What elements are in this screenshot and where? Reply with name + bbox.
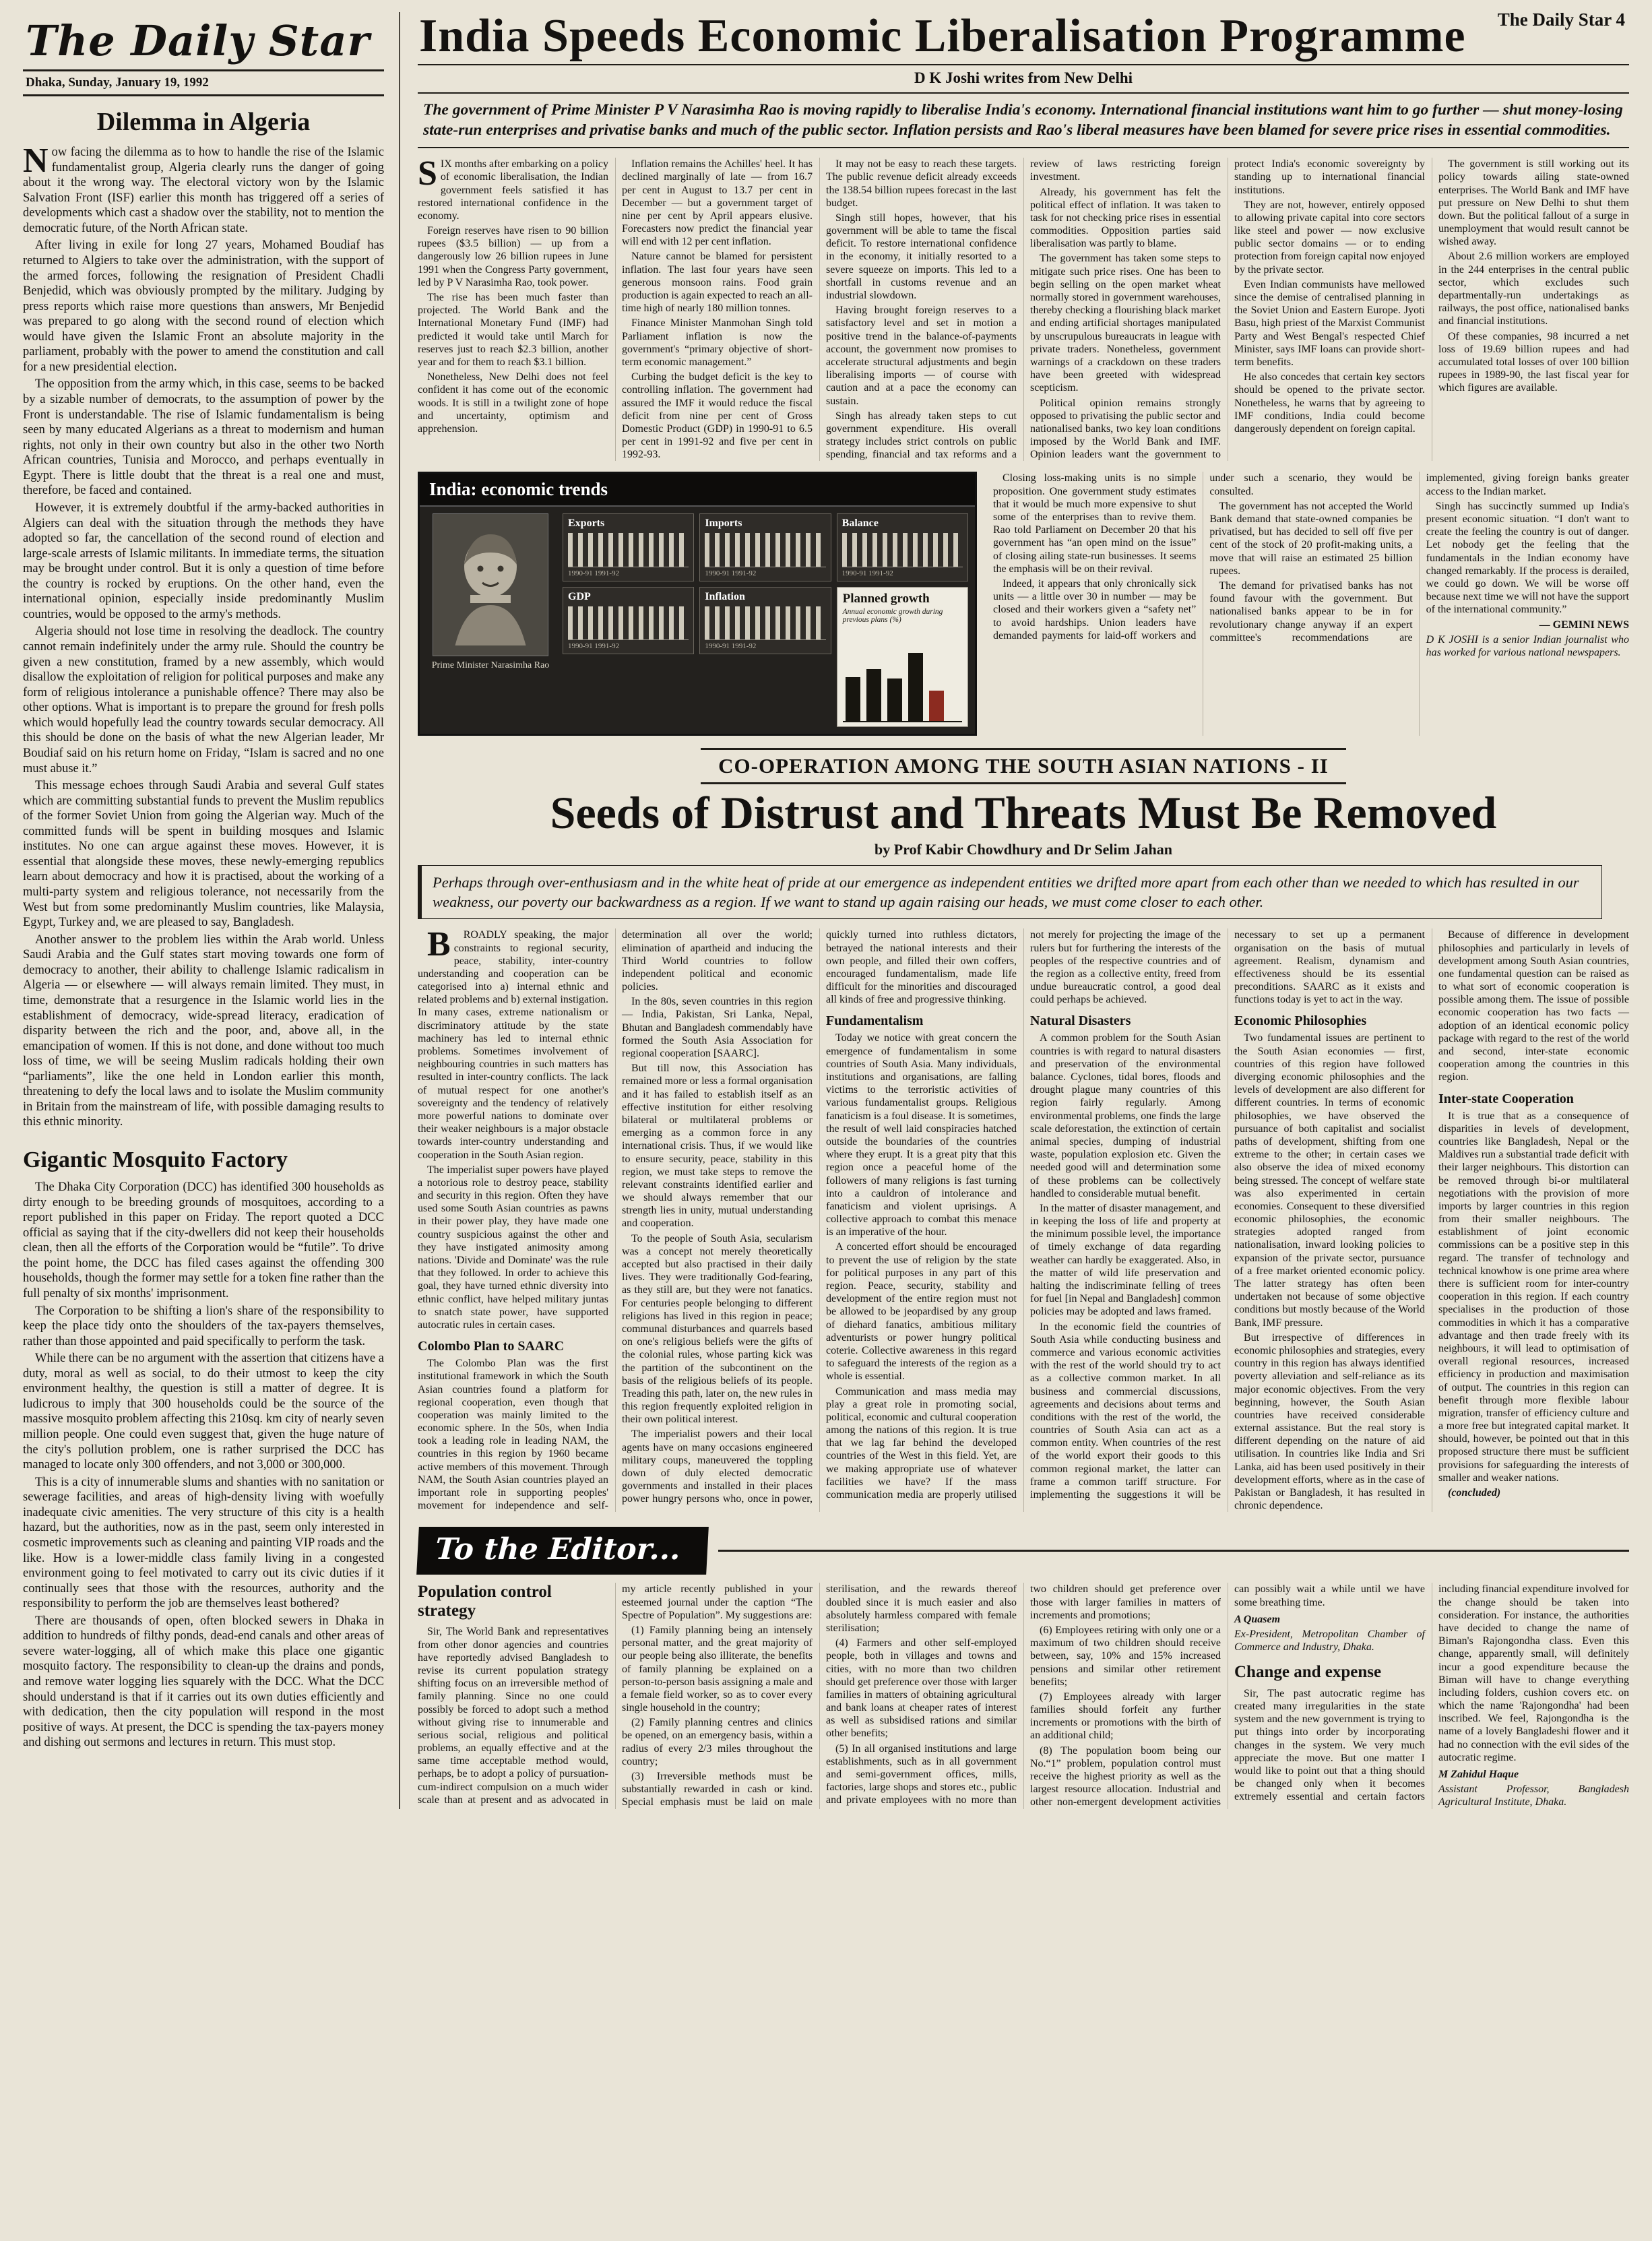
trend-panel-imports — [699, 513, 831, 581]
paragraph: Sir, The past autocratic regime has created many irregularities in the state system and the new government is trying to put things into order by incorporating changes in the system. We very much appreciate the move. But one matter I would like to point out that a thing should be changed only when it becomes extremely essential and certain factors including financial expenditure involved for the change should be taken into consideration. For instance, the authorities have decided to change the name of Biman's Rajongondha class. Even this change, apparently small, will definitely incur a good expenditure because the Biman will have to change everything including folders, cushion covers etc. on which the name 'Rajongondha' had been inscribed. We feel, Rajongondha is the name of a lovely Bangladeshi flower and it had no connection with the evil sides of the autocratic regime. — [1234, 1583, 1629, 1803]
subhead: Inter-state Cooperation — [1438, 1091, 1574, 1106]
paragraph: Singh still hopes, however, that his government will be able to tame the fiscal deficit. To restore international confidence in the economy, it initially resorted to a severe squeeze on imports. This led to a shortfall in customs revenue and an industrial slowdown. — [826, 212, 1017, 302]
letters-body — [418, 1583, 1629, 1808]
paragraph: Of these companies, 98 incurred a net loss of 19.69 billion rupees and had accumulated total losses of over 100 billion rupees in 1989-90, the last fiscal year for which figures are available. — [1438, 330, 1629, 394]
paragraph: (8) The population boom being our No.“1” problem, population control must receive the highest priority as well as the largest resource allocation. Industrial and other non-emergent development activities can possibly wait a while until we have some breathing time. — [1030, 1583, 1425, 1808]
planned-growth-panel — [837, 587, 968, 728]
page-layout — [23, 12, 1629, 1809]
paragraph: To the people of South Asia, secularism was a concept not merely theoretically accepted but also practised in their daily lives. They were traditionally God-fearing, as they still are, but they were not fanatics. For centuries people belonging to different religions has lived in this region in peace; communal disturbances and quarrels based on one's religious beliefs were the gifts of the colonial rules, whose parting kick was the partition of the subcontinent on the basis of the religious beliefs of its people. Treading this path, later on, the new rules in this region frequently exploited religion in their own political interest. — [622, 1232, 813, 1426]
paragraph: A Quasem — [1234, 1613, 1281, 1625]
paragraph: Now facing the dilemma as to how to handle the rise of the Islamic fundamentalist group, Algeria clearly runs the danger of going about it the wrong way. The electoral victory won by the Islamic Salvation Front (ISF) earlier this month has triggered off a series of developments which cast a shadow over the stability, not to mention the democratic future, of the North African state. — [23, 141, 384, 235]
planned-growth-caption: Annual economic growth during previous plans (%) — [842, 607, 943, 625]
paragraph: The imperialist super powers have played a notorious role to destroy peace, stability and security in this region. Often they have used some South Asian countries as pawns in their power play, they have made one country suspicious against the other and they have instigated animosity among nations. 'Divide and Dominate' was the rule that they followed. In order to achieve this goal, they have turned ethnic diversity into ethnic conflict, have helped military juntas to snatch state power, have supported autocratic rules in certain cases. — [418, 1164, 608, 1331]
trend-axis-caption: 1990-91 1991-92 — [568, 569, 620, 577]
paragraph: In the 80s, seven countries in this region — India, Pakistan, Sri Lanka, Nepal, Bhutan and Bangladesh commendably have formed the South Asia Association for regional cooperation [SAARC]. — [622, 996, 813, 1059]
paragraph: Algeria should not lose time in resolving the deadlock. The country cannot remain indefinitely under the army rule. Should the country be given a new constitution, framed by a new assembly, which would disallow the exploitation of religion for political purposes and make any form of religious intolerance a punishable offence? There may also be other options. What is important is to prepare the ground for fresh polls which would hopefully lead the country towards secular democracy. All this should be done on the basis of what the new Algerian leader, Mr Boudiaf said on his return home on Friday, “Islam is sacred and no one must abuse it.” — [23, 625, 384, 776]
paragraph: (4) Farmers and other self-employed people, both in villages and towns and cities, with no more than two children should get preference over those with larger families in matters of obtaining agricultural and bank loans at cheaper rates of interest as well as subsidised rations and similar other benefits; — [826, 1637, 1017, 1740]
paragraph: Nature cannot be blamed for persistent inflation. The last four years have seen generous monsoon rains. Food grain production is again expected to reach an all-time high of nearly 180 million tonnes. — [622, 251, 813, 315]
planned-growth-title: Planned growth — [842, 591, 930, 606]
paragraph: Foreign reserves have risen to 90 billion rupees ($3.5 billion) — up from a dangerously low 26 billion rupees in June 1991 when the Congress Party government, led by P V Narasimha Rao, took power. — [418, 225, 608, 288]
paragraph: But irrespective of differences in economic philosophies and strategies, every country in this region has always identified poverty alleviation and self-reliance as its major economic objectives. From the very beginning, however, the South Asian countries have received considerable external assistance. But the real story is different depending on the nature of aid utilisation. In countries like India and Sri Lanka, aid has been used positively in their development efforts, where as in the case of Pakistan or Bangladesh, it has resulted in chronic dependence. — [1234, 1331, 1425, 1512]
trend-axis-caption: 1990-91 1991-92 — [705, 569, 757, 577]
paragraph: (concluded) — [1448, 1487, 1501, 1498]
trend-panels — [563, 513, 968, 727]
paragraph: Because of difference in development philosophies and particularly in levels of development among South Asian countries, one fundamental question can be raised as to what sort of economic cooperation is possible among them. The issue of possible economic cooperation has two facts — adoption of an identical economic policy package with regard to the rest of the world and second, inter-state economic cooperation among the countries in this region. — [1438, 929, 1629, 1083]
paragraph: The Colombo Plan was the first institutional framework in which the South Asian countries found a platform for regional cooperation, even though that cooperation was mainly limited to the economic sphere. In the 50s, when India took a leading role in leading NAM, the countries in this region by 1960 became active members of this movement. Through NAM, the South Asian countries played an important role in supporting peoples' movement for independence and self-determination all over the world; elimination of apartheid and inducing the Third World countries to follow independent political and economic policies. — [418, 929, 813, 1512]
seeds-byline: by Prof Kabir Chowdhury and Dr Selim Jahan — [875, 840, 1172, 858]
economic-trends-graphic — [418, 472, 977, 736]
paragraph: SIX months after embarking on a policy of economic liberalisation, the Indian government feels satisfied it has restored international confidence in the economy. — [418, 154, 608, 222]
trend-sparkline — [568, 533, 689, 567]
letter2-title: Change and expense — [1234, 1663, 1382, 1682]
paragraph: (1) Family planning being an intensely personal matter, and the great majority of our people being also illiterate, the benefits of family planning be explained on a person-to-person basis assigning a male and a female field worker, so as to cover every single household in the country; — [622, 1624, 813, 1714]
paragraph: (7) Employees already with larger families should forfeit any further increments or promotions with the birth of an additional child; — [1030, 1691, 1221, 1742]
paragraph: The government is still working out its policy towards ailing state-owned enterprises. The World Bank and IMF have put pressure on New Delhi to shut them down. But the political fallout of a surge in unemployment that would result cannot be wished away. — [1438, 158, 1629, 248]
paragraph: Singh has succinctly summed up India's present economic situation. “I don't want to create the feeling the country is out of danger. Let nobody get the feeling that the fundamentals in the Indian economy have changed remarkably. If the process is derailed, we could go down. We will be worse off because next time we will not have the support of the international community.” — [1426, 500, 1629, 616]
paragraph: The imperialist powers and their local agents have on many occasions engineered military coups, maneuvered the toppling down of duly elected democratic governments and installed in their places power hungry persons who, once in power, quickly turned into ruthless dictators, betrayed the national interests and their own people, and filled their own coffers, encouraged fundamentalism, made life difficult for the minorities and discouraged all kinds of free and progressive thinking. — [622, 929, 1017, 1505]
paragraph: Sir, The World Bank and representatives from other donor agencies and countries have reportedly advised Bangladesh to revise its current population strategy shifting focus on an irreversible method of family planning. Since no one could possibly be forced to adopt such a method without giving rise to innumerable and serious social, religious and political problems, an equally effective and at the same time acceptable method would, perhaps, be to adopt a policy of pursuation-cum-indirect compulsion on a much wider scale than at present and as advocated in my article recently published in your esteemed journal under the caption “The Spectre of Population”. My suggestions are: — [418, 1583, 813, 1806]
paragraph: It is true that as a consequence of disparities in levels of development, countries like Bangladesh, Nepal or the Maldives run a substantial trade deficit with their larger neighbours. This distortion can be removed through bi-or multilateral negotiations with the provision of more imports by larger countries in this region from their smaller neighbours. The establishment of joint economic commissions can be a positive step in this regard. The transfer of technology and technical knowhow is one prime area where there is sufficient room for inter-country cooperation in this region. If each country specialises in the production of those commodities in which it has a comparative advantage and then trade freely with its neighbours, it will lead to optimisation of overall regional resources, increased efficiency in production and maximisation of output. The countries in this region can benefit through more flexible labour migration, transfer of efficiency culture and a more free but integrated capital market. It should, however, be pointed out that in this proposed structure there must be sufficient provisions for safeguarding the interests of smaller and weaker nations. — [1438, 1110, 1629, 1484]
graphic-body — [420, 507, 975, 734]
headline-rule — [418, 64, 1629, 65]
portrait-wrap — [426, 513, 554, 727]
paragraph: Ex-President, Metropolitan Chamber of Commerce and Industry, Dhaka. — [1234, 1628, 1425, 1653]
india-standfirst: The government of Prime Minister P V Narasimha Rao is moving rapidly to liberalise India's economy. International financial institutions want him to go further — shut money-losing state-run enterprises and privatise banks and much of the public sector. Inflation persists and Rao's liberal measures have been blamed for severe price rises in essential commodities. — [418, 92, 1629, 148]
subhead: Economic Philosophies — [1234, 1013, 1367, 1029]
paragraph: Assistant Professor, Bangladesh Agricultural Institute, Dhaka. — [1438, 1784, 1629, 1808]
masthead-rule — [23, 69, 384, 71]
seeds-body — [418, 925, 1629, 1512]
subhead: Natural Disasters — [1030, 1013, 1131, 1029]
trend-sparkline — [842, 533, 963, 567]
paragraph: Singh has already taken steps to cut government expenditure. His overall strategy includes strict controls on public spending, financial and tax reforms and a review of laws restricting foreign investment. — [826, 158, 1221, 461]
paragraph: Another answer to the problem lies within the Arab world. Unless Saudi Arabia and the Gulf states start moving towards one form of democracy to another, their ability to challenge Islamic radicalism in Algeria — or elsewhere — will always remain limited. They must, in time, demonstrate that a resurgence in the Islamic world lies in the establishment of democracy, wide-spread literacy, eradication of disparity between the rich and the poor, and, above all, in the emancipation of women. If this is not done, and done without too much loss of time, we will be seeing Muslim radicals holding their own “parliaments”, like the one held in London earlier this month, threatening to defy the local laws and to isolate the Muslim community in Britain from the mainstream of life, with possible damaging results to this ethnic minority. — [23, 933, 384, 1129]
paragraph: But till now, this Association has remained more or less a formal organisation and it has failed to establish itself as an effective institution for either resolving bilateral or multilateral problems or emerging as a common force in any international crisis. Thus, if we would like to ensure security, peace, stability in this region, we must take steps to remove the relevant constraints identified earlier and we should always remember that our strength lies in unity, mutual understanding and cooperation. — [622, 1063, 813, 1230]
editorial-title-mosquito: Gigantic Mosquito Factory — [23, 1147, 288, 1172]
paragraph: This is a city of innumerable slums and shanties with no sanitation or sewerage facilities, and areas of high-density living with woefully inadequate civic amenities. The very structure of this city is a health hazard, but the authorities, now as in the past, seem only interested in cosmetic improvements such as cleaning and painting VIP roads and the like. How is a lower-middle class family living in a congested environment going to feel motivated to carry out its civic duties if it continually sees that those with the resources, authority and the responsibility to perform the job are themselves least bothered? — [23, 1475, 384, 1611]
letter1-title: Population control strategy — [418, 1583, 552, 1620]
growth-bar — [887, 678, 902, 721]
trend-panel-gdp — [563, 587, 694, 654]
paragraph: M Zahidul Haque — [1438, 1769, 1519, 1780]
india-byline: D K Joshi writes from New Delhi — [914, 69, 1133, 87]
paragraph: Closing loss-making units is no simple proposition. One government study estimates that it would be much more expensive to shut some of the enterprises than to revive them. Rao told Parliament on December 20 that his government has “an open mind on the issue” of closing ailing state-run businesses. It seems the emphasis will be on their revival. — [993, 472, 1197, 575]
trend-panel-label: Balance — [841, 517, 879, 530]
trend-panel-label: Imports — [705, 517, 742, 530]
letters-section — [418, 1527, 1629, 1808]
paragraph: Having brought foreign reserves to a satisfactory level and set in motion a positive trend in the balance-of-payments account, the government now promises to accelerate structural adjustments and begin liberalising imports — of course with caution and at a pace the economy can sustain. — [826, 305, 1017, 407]
paragraph: In the matter of disaster management, and in keeping the loss of life and property at the minimum possible level, the importance of timely exchange of data regarding weather can hardly be exaggerated. Also, in the matter of wild life preservation and halting the indiscriminate felling of trees for fuel [in Nepal and Bangladesh] common policies may be adopted and laws framed. — [1030, 1202, 1221, 1318]
paragraph: Indeed, it appears that only chronically sick units — a little over 30 in number — may be closed and their workers given a “safety net” to avoid hardships. Union leaders have demanded payments for laid-off workers and under such a scenario, they would be consulted. — [993, 472, 1413, 641]
portrait-sketch — [440, 521, 541, 649]
editor-banner-row — [418, 1527, 1629, 1575]
dateline: Dhaka, Sunday, January 19, 1992 — [23, 73, 384, 96]
paragraph: (3) Irreversible methods must be substantially rewarded in cash or kind. Special emphasis must be laid on male sterilisation, and the rewards thereof doubled since it is much easier and also absolutely harmless compared with female sterilisation; — [622, 1583, 1017, 1808]
trend-axis-caption: 1990-91 1991-92 — [705, 642, 757, 651]
paragraph: They are not, however, entirely opposed to allowing private capital into core sectors like steel and power — now exclusive public sector domains — or to ending protection from foreign capital now enjoyed by the private sector. — [1234, 199, 1426, 276]
india-body — [418, 154, 1629, 461]
seeds-headline: Seeds of Distrust and Threats Must Be Removed — [550, 787, 1497, 839]
seeds-standfirst: Perhaps through over-enthusiasm and in the white heat of pride at our emergence as independent entities we drifted more apart from each other than we needed to which has resulted in our weakness, our poverty our backwardness as a region. If we want to stand up again raising our heads, we must come closer to each other. — [418, 865, 1602, 920]
paragraph: Nonetheless, New Delhi does not feel confident it has come out of the economic woods. It is still in a twilight zone of hope and uncertainty, optimism and apprehension. — [418, 371, 608, 435]
paragraph: There are thousands of open, often blocked sewers in Dhaka in addition to hundreds of filthy ponds, dead-end canals and other areas of severe water-logging, all of which make this place one gigantic mosquito factory. The responsibility to clean-up the drains and ponds, and remove water logging lies squarely with the DCC. What the DCC should understand is that if it carries out its own duties efficiently and with dedication, then the city population will respond in the most positive of ways. At present, the DCC is spending the tax-payers money and dishing out sermons and lectures in return. This must stop. — [23, 1614, 384, 1750]
left-rail — [23, 12, 400, 1809]
editorial-body-mosquito — [23, 1180, 384, 1750]
paragraph: In the economic field the countries of South Asia while conducting business and commerce and various economic activities with the rest of the world should try to act as a collective common market. In all business and commercial discussions, agreements and decisions about terms and conditions with the rest of the world, the countries of South Asia can act as a common entity. When countries of the rest of the world export their goods to this common regional market, the latter can frame a common tariff structure. For implementing the suggestions it will be necessary to set up a permanent organisation on the basis of mutual agreement. Realism, dynamism and effectiveness should be its essential preconditions. SAARC as it exists and functions today is yet to act in the way. — [1030, 929, 1425, 1501]
paragraph: Political opinion remains strongly opposed to privatising the public sector and nationalised banks, two key loan conditions imposed by the World Bank and IMF. Opinion leaders want the government to protect India's economic sovereignty by standing up to international financial institutions. — [1030, 158, 1425, 461]
paragraph: A common problem for the South Asian countries is with regard to natural disasters and preservation of the environmental balance. Cyclones, tidal bores, floods and drought plague many countries of this region fairly regularly. Among environmental problems, one finds the large scale deforestation, the extinction of certain animal species, dumping of industrial waste, population explosion etc. Given the needed good will and determination some of these problems can be collectively handled to considerable mutual benefit. — [1030, 1032, 1221, 1199]
planned-growth-bars — [843, 629, 962, 722]
india-headline: India Speeds Economic Liberalisation Programme — [419, 10, 1466, 62]
trend-panel-label: Inflation — [705, 590, 745, 602]
growth-bar — [846, 677, 860, 721]
paragraph: However, it is extremely doubtful if the army-backed authorities in Algiers can deal with the situation through the methods they have adopted so far, the cancellation of the second round of election and large-scale arrests of Islamic militants. In immediate terms, the situation may be brought under control. But it is only a question of time before the country is rocked by eruptions. On the other hand, even the international opinion, especially inside predominantly Muslim countries, would be opposed to the army's methods. — [23, 501, 384, 621]
trend-axis-caption: 1990-91 1991-92 — [841, 569, 893, 577]
graphic-title: India: economic trends — [420, 474, 975, 507]
graphic-row — [418, 472, 1629, 736]
paragraph: He also concedes that certain key sectors should be opened to the private sector. Nonetheless, he warns that by agreeing to IMF conditions, India could become dangerously dependent on foreign capital. — [1234, 371, 1425, 435]
growth-bar — [929, 691, 944, 721]
trend-sparkline — [705, 606, 825, 640]
paragraph: The government has not accepted the World Bank demand that state-owned companies be privatised, but has decided to sell off five per cent of the stock of 20 profit-making units, a move that will raise an estimated 25 billion rupees. — [1209, 500, 1413, 577]
paragraph: (6) Employees retiring with only one or a maximum of two children should receive between, say, 10% and 15% increased pensions and similar other retirement benefits; — [1030, 1624, 1221, 1688]
paragraph: Even Indian communists have mellowed since the demise of centralised planning in the Soviet Union and Eastern Europe. Jyoti Basu, high priest of the Marxist Communist Party and West Bengal's respected Chief Minister, says IMF loans can provide short-term benefits. — [1234, 278, 1425, 368]
paragraph: (2) Family planning centres and clinics be opened, on an emergency basis, within a radius of every 2/3 miles throughout the country; — [622, 1717, 813, 1767]
trend-sparkline — [705, 533, 825, 567]
paragraph: The government has taken some steps to mitigate such price rises. One has been to begin selling on the open market wheat normally stored in government warehouses, thereby checking a flourishing black market and ending artificial shortages manipulated by unscrupulous bureaucrats in league with private traders. Nonetheless, government warnings of a crackdown on these traders have been greeted with widespread scepticism. — [1030, 253, 1221, 394]
paragraph: This message echoes through Saudi Arabia and several Gulf states which are committing substantial funds to prevent the Muslim republics of the former Soviet Union from going the Algerian way. Much of the committed funds will be spent in building mosques and Islamic institutes. No one can argue against these moves. However, it is essential that alongside these moves, these newly-emerging republics learn about democracy and how it is practised, about the working of a multi-party system and religious tolerance, not necessarily from the West but from some predominantly Muslim countries, like Malaysia, Egypt, Turkey and, we are pleased to say, Bangladesh. — [23, 779, 384, 930]
paragraph: Finance Minister Manmohan Singh told Parliament inflation is now the government's “primary objective of short-term economic management.” — [622, 317, 813, 368]
paragraph: The Corporation to be shifting a lion's share of the responsibility to keep the place tidy onto the shoulders of the tax-payers themselves, rather than those appointed and paid specifically to perform the task. — [23, 1304, 384, 1348]
masthead-logo: The Daily Star — [26, 16, 371, 65]
paragraph: (5) In all organised institutions and large establishments, such as in all government and semi-government offices, mills, factories, large shops and stores etc., public and private employees with no more than two children should get preference over those with larger families in matters of increments and promotions; — [826, 1583, 1221, 1806]
paragraph: — GEMINI NEWS — [1539, 619, 1629, 631]
paragraph: Two fundamental issues are pertinent to the South Asian economies — first, countries of this region have followed diverging economic philosophies and the levels of development are also different for different countries. In terms of economic philosophies, we have observed the pursuance of both capitalist and socialist paths of development, shifting from one extreme to the other; in certain cases we also observe the idea of mixed economy being stressed. The concept of welfare state was also experimented in certain economies. Consequent to these diversified economic philosophies, the economic strategies adopted ranged from nationalisation, inward looking policies to expansion of the private sector, pursuance of a free market oriented economic policy. The latter strategy has often been undertaken not because of some objective conditions but mostly because of the World Bank, IMF pressure. — [1234, 1032, 1425, 1329]
trend-panel-balance — [837, 513, 968, 581]
paragraph: Communication and mass media may play a great role in promoting social, political, economic and cultural cooperation among the nations of this region. It is true that we lag far behind the developed countries of the West in this field. Yet, are we making appropriate use of whatever facilities we have? If the mass communication media are properly utilised not merely for projecting the image of the rulers but for furthering the interests of the peoples of the respective countries and of the region as a collective entity, freed from undue bureaucratic control, a good deal could perhaps be achieved. — [826, 929, 1221, 1501]
portrait-caption: Prime Minister Narasimha Rao — [431, 660, 550, 671]
paragraph: While there can be no argument with the assertion that citizens have a duty, moral as well as social, to do their utmost to keep the city environment healthy, the question is still a matter of degree. It is ludicrous to imply that 300 households could be the source of the massive mosquito problem affecting this 210sq. km city of nearly seven million people. One could even suggest that, given the huge nature of the city's pollution problem, one is rather surprised the DCC has managed to locate only 300 offenders, and not 3,000 or 300,000. — [23, 1352, 384, 1472]
trend-panel-exports — [563, 513, 694, 581]
paragraph: Inflation remains the Achilles' heel. It has declined marginally of late — from 16.7 per cent in August to 13.7 per cent in December — but a government target of nine per cent by April appears elusive. Forecasters now predict the financial year will end with 12 per cent inflation. — [622, 158, 813, 248]
subhead: Colombo Plan to SAARC — [418, 1339, 565, 1354]
trend-panel-inflation — [699, 587, 831, 654]
paragraph: The demand for privatised banks has not found favour with the government. But nationalised banks appear to be in for revolutionary change anyway if an expert committee's recommendations are implemented, giving foreign banks greater access to the Indian market. — [1209, 472, 1629, 643]
paragraph: A concerted effort should be encouraged to prevent the use of religion by the state for political purposes in any part of this region. Peace, security, stability and development of the entire region must not be allowed to be jeopardised by any group of diehard fanatics, ambitious military adventurists or power hungry political coterie. Collective awareness in this regard to safeguard the interests of the region as a whole is essential. — [826, 1241, 1017, 1383]
paragraph: About 2.6 million workers are employed in the 244 enterprises in the central public sector, which excludes such departmentally-run undertakings as railways, the post office, nationalised banks and financial institutions. — [1438, 251, 1629, 327]
editorial-body-algeria — [23, 141, 384, 1130]
india-body-tail — [993, 472, 1629, 736]
growth-bar — [908, 653, 923, 721]
seeds-kicker: CO-OPERATION AMONG THE SOUTH ASIAN NATIONS - II — [701, 748, 1346, 784]
paragraph: Today we notice with great concern the emergence of fundamentalism in some countries of South Asia. Many individuals, institutions and organisations, are falling victims to the terroristic activities of various fundamentalist groups. Religious fanaticism is a foul disease. It is sometimes, the result of well laid conspiracies hatched outside the boundaries of the countries where they erupt. It is a great pity that this region once a peaceful home of the followers of many religions is fast turning into a cauldron of intolerance and fanaticism and violent uprisings. A collective approach to combat this menace is an imperative of the hour. — [826, 1032, 1017, 1238]
main-area — [418, 12, 1629, 1809]
trend-sparkline — [568, 606, 689, 640]
to-the-editor-banner: To the Editor... — [416, 1527, 709, 1575]
paragraph: It may not be easy to reach these targets. The public revenue deficit already exceeds the 138.54 billion rupees forecast in the last budget. — [826, 158, 1017, 209]
growth-bar — [866, 669, 881, 721]
subhead: Fundamentalism — [826, 1013, 924, 1029]
paragraph: D K JOSHI is a senior Indian journalist who has worked for various national newspapers. — [1426, 633, 1629, 658]
narasimha-rao-portrait — [433, 513, 548, 656]
trend-axis-caption: 1990-91 1991-92 — [568, 642, 620, 651]
trend-panel-label: GDP — [568, 590, 591, 602]
editorial-title-algeria: Dilemma in Algeria — [96, 108, 311, 136]
editor-banner-rule — [718, 1550, 1629, 1552]
paragraph: The rise has been much faster than projected. The World Bank and the International Monetary Fund (IMF) had predicted it would take until March for reserves just to reach $2.3 billion, another year and for them to reach $3.1 billion. — [418, 292, 608, 368]
paragraph: The Dhaka City Corporation (DCC) has identified 300 households as dirty enough to be breeding grounds of mosquitoes, according to a report published in this paper on Friday. The report quoted a DCC official as saying that if the city-dwellers did not keep their households clean, then all the efforts of the Corporation would be “futile”. To drive the point home, the DCC has filed cases against the offending 300 households, though the former may settle for a token fine rather than the full penalty of six months' imprisonment. — [23, 1180, 384, 1300]
page-tag: The Daily Star 4 — [1497, 9, 1625, 30]
paragraph: After living in exile for long 27 years, Mohamed Boudiaf has returned to Algiers to take over the administration, with the support of the armed forces, following the resignation of President Chadli Benjedid, which was obviously prompted by the military. Judging by press reports which raise more questions than answers, Mr Benjedid was prepared to go along with the second round of election which would have given the Islamic Front an absolute majority in the parliament, probably with the power to amend the constitution and call for a new presidential election. — [23, 239, 384, 374]
paragraph: The opposition from the army which, in this case, seems to be backed by a sizable number of democrats, to the assumption of power by the Front is understandable. The rise of Islamic fundamentalism is being seen by many educated Algerians as a threat to modernism and human rights, not only in their own country but also in the other two North African countries, Tunisia and Morocco, and perhaps eventually in Egypt. There is little doubt that the threat is a real one and must, therefore, be faced and contained. — [23, 377, 384, 498]
trend-panel-label: Exports — [568, 517, 605, 530]
paragraph: Already, his government has felt the political effect of inflation. It was taken to task for not checking price rises in essential commodities. Opposition parties said liberalisation was partly to blame. — [1030, 186, 1221, 250]
paragraph: Curbing the budget deficit is the key to controlling inflation. The government had assured the IMF it would reduce the fiscal deficit from nine per cent of Gross Domestic Product (GDP) in 1990-91 to 6.5 per cent in 1991-92 and five per cent in 1992-93. — [622, 371, 813, 461]
paragraph: BROADLY speaking, the major constraints to regional security, peace, stability, inter-country understanding and cooperation can be categorised into a) internal ethnic and related problems and b) external instigation. In many cases, extreme nationalism or discriminatory attitude by the state machinery has led to internal ethnic problems. Sometimes involvement of neighbouring countries in such matters has resulted in inter-country conflicts. The lack of mutual respect for one another's sovereignty and the tendency of relatively more powerful nations to dominate over their weaker neighbours is a major obstacle towards inter-country understanding and cooperation in the South Asian region. — [418, 925, 608, 1161]
